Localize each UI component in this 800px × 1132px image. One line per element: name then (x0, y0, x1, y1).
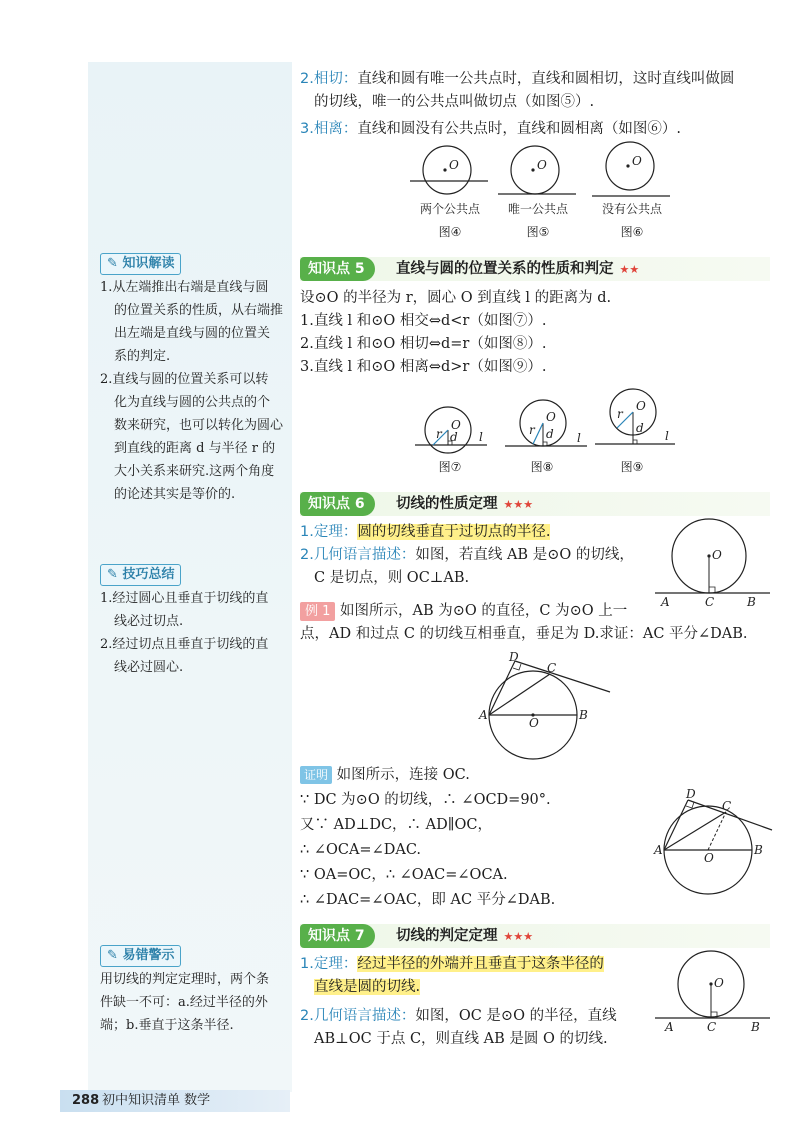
figure-4-name: 图④ (438, 225, 462, 239)
svg-text:B: B (579, 708, 588, 722)
difficulty-stars: ★★★ (503, 930, 534, 943)
section-6-header (300, 492, 770, 516)
svg-text:D: D (509, 650, 519, 664)
section-5-body: 设⊙O 的半径为 r，圆心 O 到直线 l 的距离为 d. 1.直线 l 和⊙O 相交⇔d<r（如图⑦）. 2.直线 l 和⊙O 相切⇔d=r（如图⑧）. 3.直线 l 和⊙O 相离⇔d>r（如图⑨）. (300, 290, 612, 375)
figure-proof (654, 787, 780, 902)
example-tag: 例 1 (300, 602, 335, 621)
figure-8 (505, 400, 595, 455)
svg-text:r: r (529, 423, 535, 437)
sidebar-tips-badge: ✎ 技巧总结 (100, 564, 181, 586)
sidebar-interpret-text: 1.从左端推出右端是直线与圆 的位置关系的性质，从右端推 出左端是直线与圆的位置关 系的判定. 2.直线与圆的位置关系可以转 化为直线与圆的公共点的个 数来研究，也可以转化为圆心 到直线的距离 d 与半径 r 的 大小关系来研究.这两个角度 的论述其实是等价的. (100, 280, 284, 502)
svg-text:O: O (712, 548, 722, 562)
svg-text:O: O (529, 716, 539, 730)
section-5-badge: 知识点 5 (300, 257, 375, 281)
figure-9 (595, 388, 685, 453)
svg-text:r: r (617, 407, 623, 421)
figure-4-caption: 两个公共点 (419, 202, 480, 216)
section-6-title: 切线的性质定理 ★★★ (396, 496, 534, 512)
sidebar-interpret-badge: ✎ 知识解读 (100, 253, 181, 275)
svg-text:C: C (547, 661, 557, 675)
svg-text:B: B (751, 1020, 760, 1034)
svg-text:C: C (707, 1020, 717, 1034)
svg-text:B: B (747, 595, 756, 609)
figure-7-name: 图⑦ (438, 460, 462, 474)
svg-text:B: B (754, 843, 763, 857)
sidebar-tips-text: 1.经过圆心且垂直于切线的直 线必过切点. 2.经过切点且垂直于切线的直 线必过圆心. (100, 591, 269, 675)
svg-text:C: C (722, 799, 732, 813)
figure-tangent-property (655, 517, 775, 607)
svg-text:D: D (686, 787, 696, 801)
figure-6-name: 图⑥ (620, 225, 644, 239)
page-footer (60, 1090, 290, 1112)
figure-tangent-criterion (655, 950, 775, 1040)
svg-text:l: l (577, 431, 581, 445)
proof-tag: 证明 (300, 766, 332, 784)
svg-text:O: O (636, 399, 646, 413)
section-5-header (300, 257, 770, 281)
figure-9-name: 图⑨ (620, 460, 644, 474)
section-7-header (300, 924, 770, 948)
svg-text:O: O (537, 158, 547, 172)
svg-text:d: d (450, 430, 458, 444)
svg-text:A: A (479, 708, 488, 722)
figure-5 (498, 145, 578, 205)
svg-text:d: d (546, 427, 554, 441)
figure-4 (410, 145, 490, 205)
sidebar-warning-text: 用切线的判定定理时，两个条 件缺一不可：a.经过半径的外 端；b.垂直于这条半径. (100, 972, 270, 1033)
svg-text:O: O (714, 976, 724, 990)
svg-text:O: O (632, 154, 642, 168)
tangent-definition: 2.相切：直线和圆有唯一公共点时，直线和圆相切，这时直线叫做圆 的切线，唯一的公共点叫做切点（如图⑤）. 3.相离：直线和圆没有公共点时，直线和圆相离（如图⑥）. (300, 71, 735, 137)
proof: 证明 如图所示，连接 OC. ∵ DC 为⊙O 的切线，∴ ∠OCD=90°. 又∵ AD⊥DC，∴ AD∥OC， ∴ ∠OCA=∠DAC. ∵ OA=OC，∴ ∠OAC=∠OCA. ∴ ∠DAC=∠OAC，即 AC 平分∠DAB. (300, 767, 556, 908)
svg-text:A: A (665, 1020, 674, 1034)
example-1: 例 1 如图所示，AB 为⊙O 的直径，C 为⊙O 上一 点，AD 和过点 C 的切线互相垂直，垂足为 D.求证：AC 平分∠DAB. (300, 603, 748, 642)
figure-6 (592, 140, 672, 200)
svg-text:r: r (436, 427, 442, 441)
sidebar-warning-badge: ✎ 易错警示 (100, 945, 181, 967)
figure-example-1 (479, 650, 615, 762)
svg-text:C: C (705, 595, 715, 609)
section-7-badge: 知识点 7 (300, 924, 375, 948)
svg-text:l: l (479, 430, 483, 444)
section-6-badge: 知识点 6 (300, 492, 375, 516)
figure-5-caption: 唯一公共点 (507, 202, 568, 216)
warning-icon: ✎ (107, 948, 118, 963)
svg-text:l: l (665, 429, 669, 443)
svg-text:O: O (704, 851, 714, 865)
difficulty-stars: ★★★ (503, 498, 534, 511)
svg-text:d: d (636, 421, 644, 435)
section-7-title: 切线的判定定理 ★★★ (396, 928, 534, 944)
svg-text:O: O (546, 410, 556, 424)
section-6-body: 1.定理：圆的切线垂直于过切点的半径. 2.几何语言描述：如图，若直线 AB 是⊙O 的切线， C 是切点，则 OC⊥AB. (300, 524, 634, 586)
svg-text:O: O (451, 418, 461, 432)
svg-text:O: O (449, 158, 459, 172)
figure-7 (415, 405, 495, 455)
difficulty-stars: ★★ (619, 263, 640, 276)
section-7-body: 1.定理：经过半径的外端并且垂直于这条半径的 直线是圆的切线. 2.几何语言描述：如图，OC 是⊙O 的半径，直线 AB⊥OC 于点 C，则直线 AB 是圆 O 的切线. (300, 956, 617, 1047)
page-number: 288 (72, 1093, 100, 1108)
figure-5-name: 图⑤ (526, 225, 550, 239)
book-title: 初中知识清单 数学 (102, 1093, 211, 1108)
svg-text:A: A (661, 595, 670, 609)
figure-8-name: 图⑧ (530, 460, 554, 474)
pencil-icon: ✎ (107, 567, 118, 582)
svg-text:A: A (654, 843, 663, 857)
figure-6-caption: 没有公共点 (601, 202, 662, 216)
section-5-title: 直线与圆的位置关系的性质和判定 ★★ (396, 261, 640, 277)
pencil-icon: ✎ (107, 256, 118, 271)
